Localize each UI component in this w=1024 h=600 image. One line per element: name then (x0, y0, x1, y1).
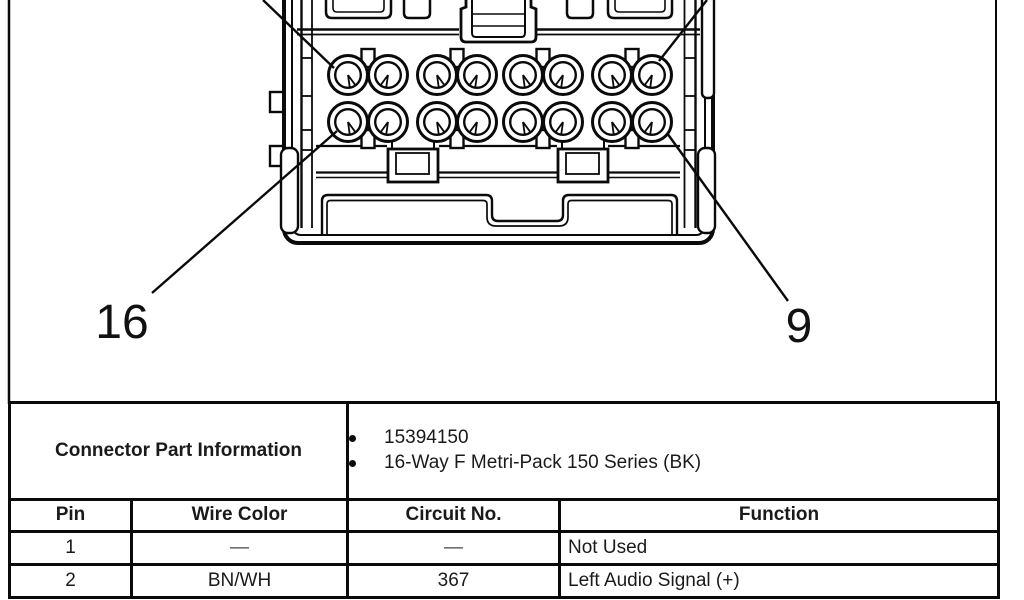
cell-pin: 2 (10, 565, 132, 598)
connector-type: 16-Way F Metri-Pack 150 Series (BK) (384, 452, 702, 474)
pin-cavity (593, 56, 632, 95)
connector-lock-tab (461, 0, 536, 42)
pin-16-label: 16 (95, 296, 149, 349)
part-info-values (348, 403, 999, 500)
pin-cavity (369, 103, 408, 142)
pin-cavity (418, 56, 457, 95)
part-number-item (349, 426, 997, 451)
pin-cavity (504, 103, 543, 142)
col-header-pin: Pin (10, 500, 132, 532)
part-info-row (10, 403, 999, 500)
pin-cavity (633, 103, 672, 142)
col-header-function: Function (560, 500, 999, 532)
pin-cavity (329, 56, 368, 95)
pin-cavity (544, 103, 583, 142)
pin-cavity (369, 56, 408, 95)
cell-wire-color: — (132, 532, 348, 565)
connector-type-item (349, 451, 997, 476)
pin-9-label: 9 (785, 300, 813, 353)
pin-cavity (458, 56, 497, 95)
pin-table-header-row (10, 500, 999, 532)
pin-cavity (633, 56, 672, 95)
table-row (10, 532, 999, 565)
pin-cavity (544, 56, 583, 95)
col-header-circuit-no: Circuit No. (348, 500, 560, 532)
cell-pin: 1 (10, 532, 132, 565)
part-info-title: Connector Part Information (10, 403, 348, 500)
pin-cavity (329, 103, 368, 142)
connector-pinout-table (8, 401, 1000, 599)
cell-function: Not Used (560, 532, 999, 565)
pin-cavity (418, 103, 457, 142)
table-row (10, 565, 999, 598)
part-number: 15394150 (384, 427, 469, 449)
col-header-wire-color: Wire Color (132, 500, 348, 532)
cell-function: Left Audio Signal (+) (560, 565, 999, 598)
cell-circuit-no: — (348, 532, 560, 565)
bullet-icon (349, 460, 356, 467)
pin-cavity (458, 103, 497, 142)
cell-circuit-no: 367 (348, 565, 560, 598)
pin-cavity (593, 103, 632, 142)
cell-wire-color: BN/WH (132, 565, 348, 598)
bullet-icon (349, 435, 356, 442)
pin-cavity (504, 56, 543, 95)
